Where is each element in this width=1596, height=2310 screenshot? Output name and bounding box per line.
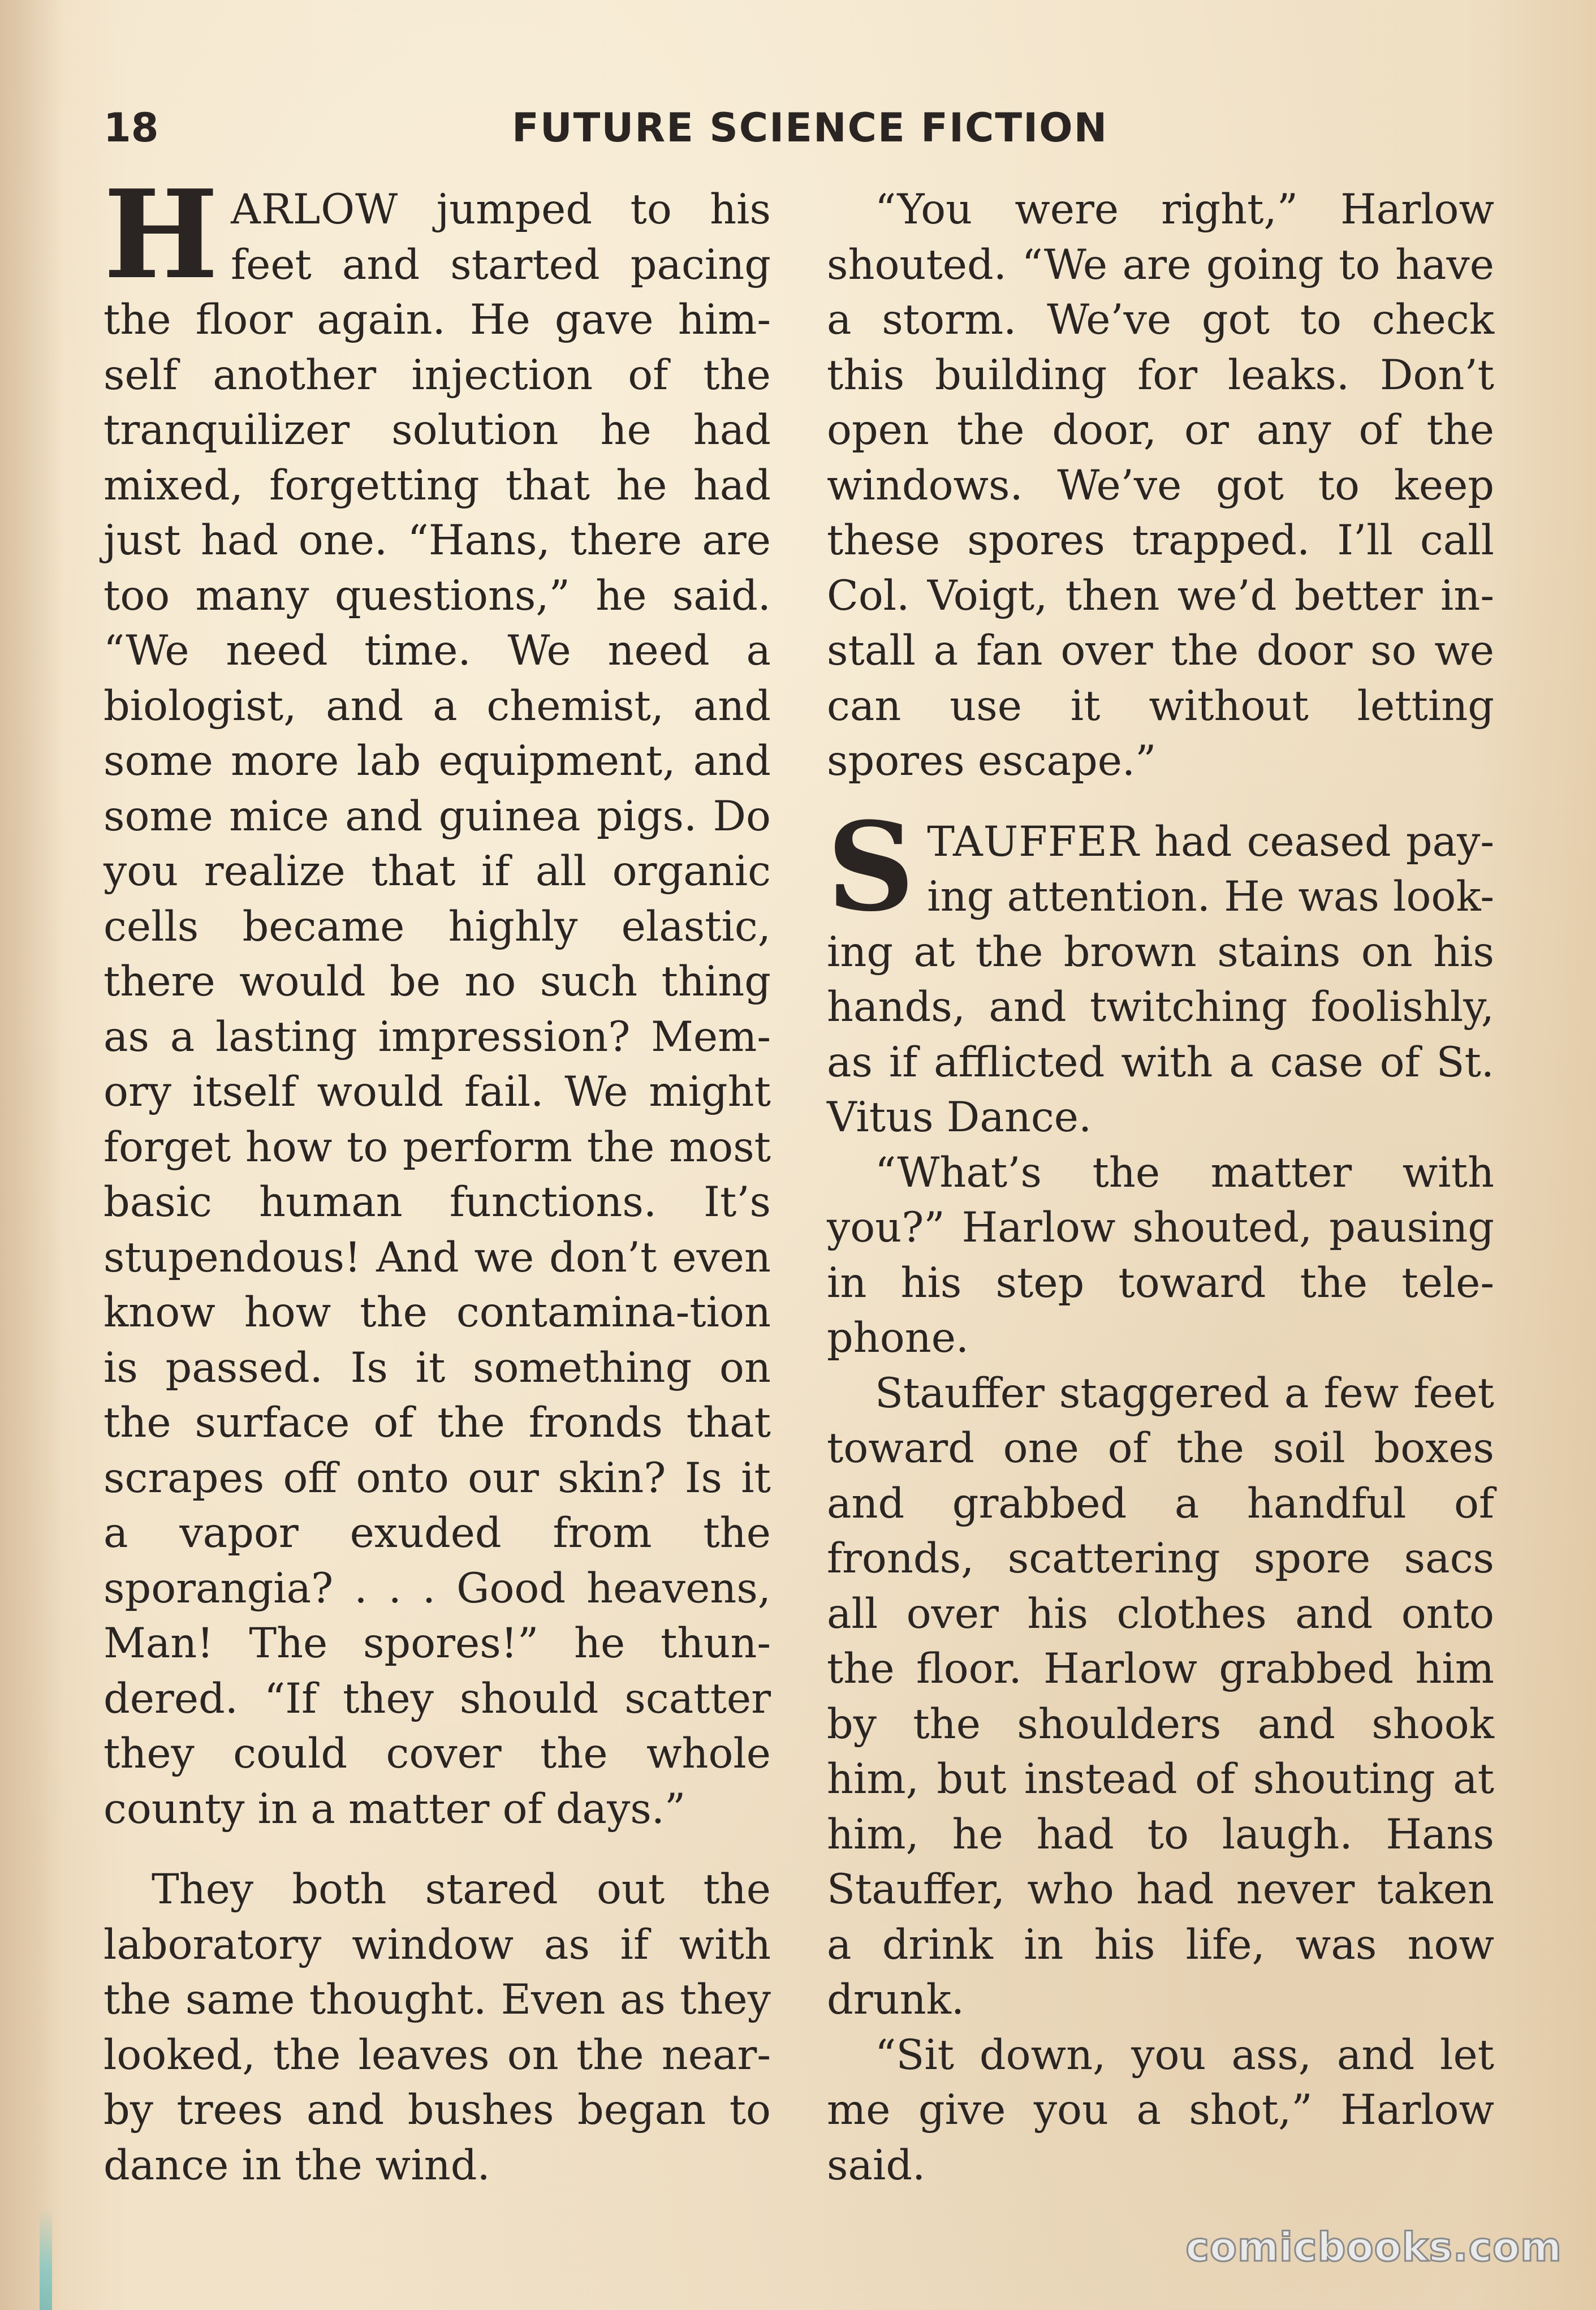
paragraph: They both stared out the laboratory window as if with the same thought. Even as they looked, the leaves on the near-by trees and bushes began to dance in the wind.	[103, 1865, 771, 2190]
paragraph	[103, 163, 771, 1837]
page-header	[0, 99, 1596, 161]
paragraph: “What’s the matter with you?” Harlow shouted, pausing in his step toward the tele-phone.	[827, 1148, 1494, 1362]
right-column	[827, 182, 1494, 2193]
page-edge-shadow	[0, 0, 62, 2310]
left-column	[103, 163, 771, 2193]
paragraph: Stauffer staggered a few feet toward one of the soil boxes and grabbed a handful of fronds, scattering spore sacs all over his clothes and onto the floor. Harlow grabbed him by the shoulders and shook him, but instead of shouting at him, he had to laugh. Hans Stauffer, who had never taken a drink in his life, was now drunk.	[827, 1369, 1494, 2024]
lead-word: ARLOW	[231, 186, 399, 234]
running-title: FUTURE SCIENCE FICTION	[512, 105, 1108, 151]
lead-word: TAUFFER	[927, 817, 1140, 866]
drop-cap: H	[103, 163, 219, 306]
paragraph-text: had ceased pay-ing attention. He was look-ing at the brown stains on his hands, and twitching foolishly, as if afflicted with a case of St. Vitus Dance.	[827, 817, 1494, 1141]
paragraph: “You were right,” Harlow shouted. “We are going to have a storm. We’ve got to check this building for leaks. Don’t open the door, or any of the windows. We’ve got to keep these spores trapped. I’ll call Col. Voigt, then we’d better in-stall a fan over the door so we can use it without letting spores escape.”	[827, 186, 1494, 785]
paragraph: “Sit down, you ass, and let me give you a shot,” Harlow said.	[827, 2031, 1494, 2190]
drop-cap: S	[827, 795, 915, 938]
edge-stain	[40, 2208, 52, 2310]
paragraph	[827, 795, 1494, 1145]
site-watermark: comicbooks.com	[1185, 2224, 1562, 2270]
paragraph-text: jumped to his feet and started pacing the floor again. He gave him-self another injection of the tranquilizer solution he had mixed, forgetting that he had just had one. “Hans, there are too many questions,” he said. “We need time. We need a biologist, and a chemist, and some more lab equipment, and some mice and guinea pigs. Do you realize that if all organic cells became highly elastic, there would be no such thing as a lasting impression? Mem-ory itself would fail. We might forget how to perform the most basic human functions. It’s stupendous! And we don’t even know how the contamina-tion is passed. Is it something on the surface of the fronds that scrapes off onto our skin? Is it a vapor exuded from the sporangia? . . . Good heavens, Man! The spores!” he thun-dered. “If they should scatter they could cover the whole county in a matter of days.”	[103, 186, 771, 1833]
page-number: 18	[103, 105, 159, 151]
